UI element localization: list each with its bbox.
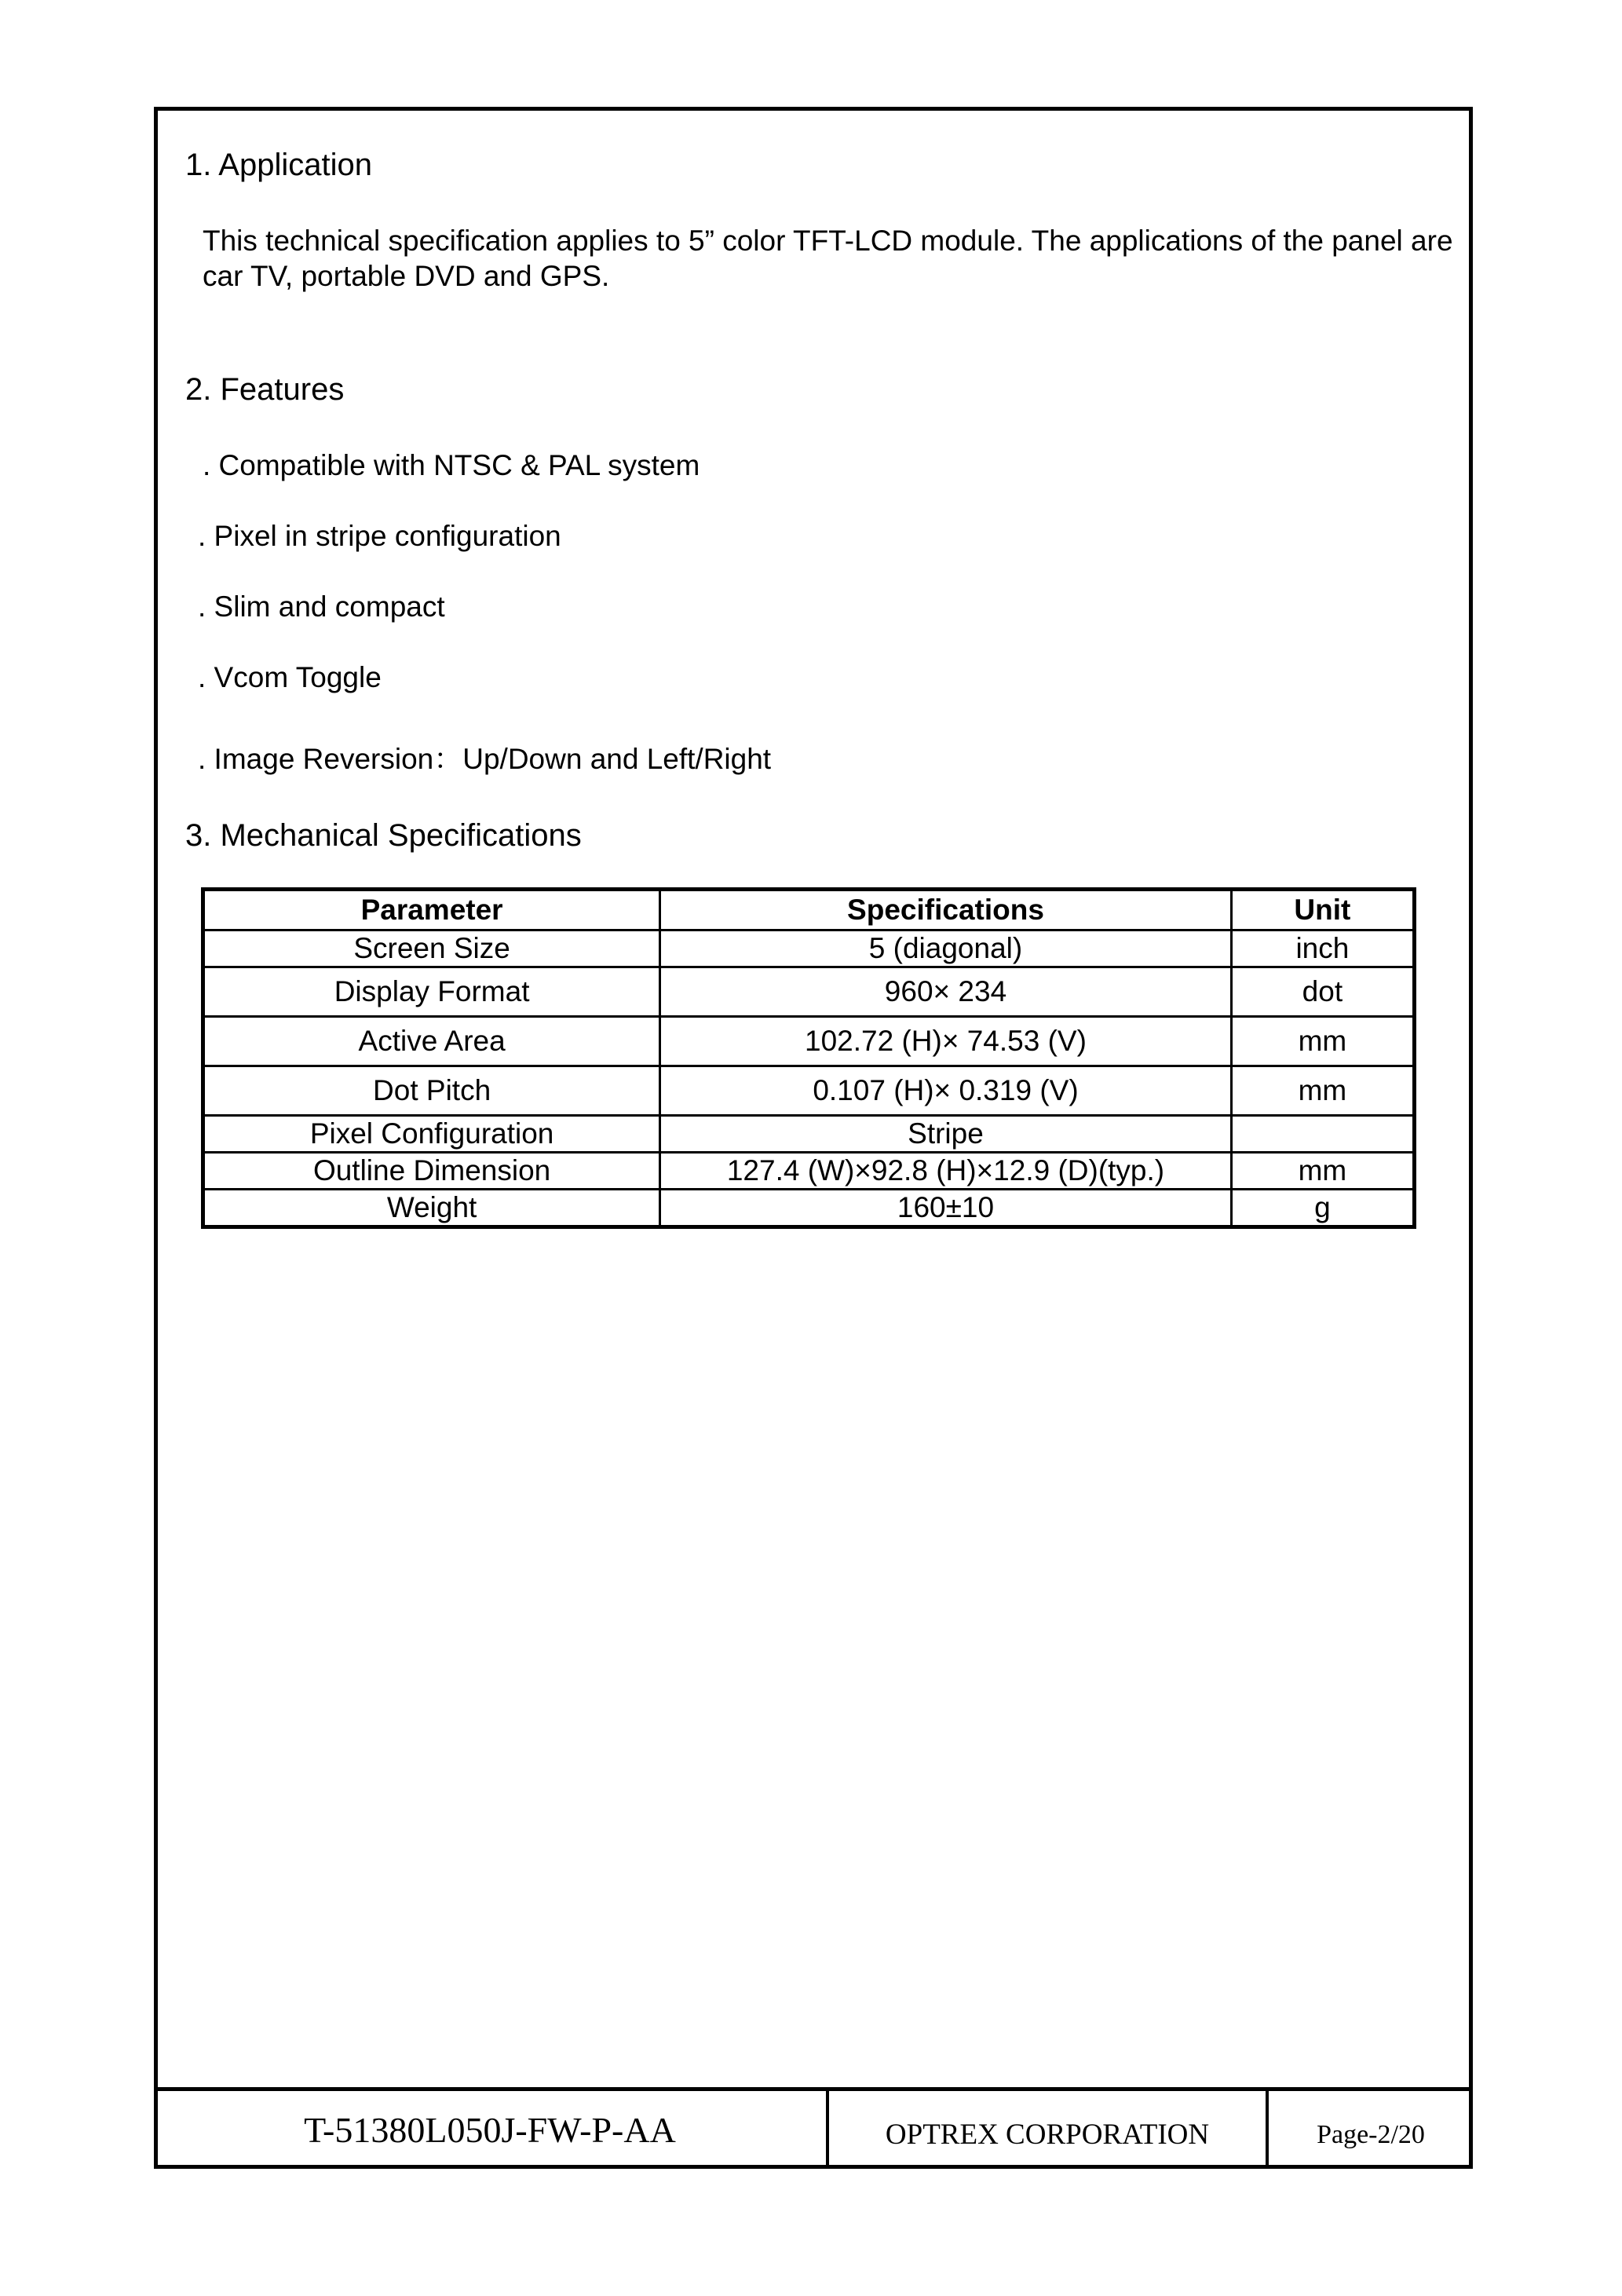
cell-specification: 960× 234 — [660, 967, 1232, 1017]
feature-item-ntsc-pal: . Compatible with NTSC & PAL system — [203, 449, 700, 481]
cell-parameter: Screen Size — [203, 930, 660, 967]
cell-parameter: Active Area — [203, 1017, 660, 1066]
table-row — [203, 930, 1415, 967]
feature-item-vcom: . Vcom Toggle — [198, 661, 382, 693]
cell-unit: mm — [1231, 1066, 1414, 1116]
column-header-unit: Unit — [1231, 890, 1414, 930]
page-footer — [154, 2087, 1473, 2169]
table-row — [203, 1066, 1415, 1116]
application-text: This technical specification applies to 5” color TFT-LCD module. The applications of the panel are car TV, portable DVD and GPS. — [203, 225, 1453, 292]
table-row — [203, 967, 1415, 1017]
cell-unit: inch — [1231, 930, 1414, 967]
table-row — [203, 1017, 1415, 1066]
table-header-row — [203, 890, 1415, 930]
footer-model-number: T-51380L050J-FW-P-AA — [154, 2091, 829, 2169]
feature-item-stripe: . Pixel in stripe configuration — [198, 520, 561, 552]
cell-parameter: Outline Dimension — [203, 1153, 660, 1190]
feature-item-image-reversion: . Image Reversion：Up/Down and Left/Right — [198, 743, 772, 775]
cell-unit: dot — [1231, 967, 1414, 1017]
cell-unit: mm — [1231, 1017, 1414, 1066]
heading-mechanical: 3. Mechanical Specifications — [185, 818, 582, 853]
heading-features: 2. Features — [185, 372, 345, 407]
cell-specification: 0.107 (H)× 0.319 (V) — [660, 1066, 1232, 1116]
footer-company-name: OPTREX CORPORATION — [829, 2091, 1269, 2169]
table-row — [203, 1190, 1415, 1227]
cell-parameter: Pixel Configuration — [203, 1116, 660, 1153]
column-header-parameter: Parameter — [203, 890, 660, 930]
table-row — [203, 1153, 1415, 1190]
footer-page-number: Page-2/20 — [1317, 2119, 1425, 2149]
heading-application: 1. Application — [185, 148, 372, 182]
feature-item-slim: . Slim and compact — [198, 590, 445, 623]
mechanical-spec-table — [201, 887, 1416, 1229]
cell-specification: 102.72 (H)× 74.53 (V) — [660, 1017, 1232, 1066]
table-row — [203, 1116, 1415, 1153]
cell-parameter: Weight — [203, 1190, 660, 1227]
cell-unit: g — [1231, 1190, 1414, 1227]
column-header-specifications: Specifications — [660, 890, 1232, 930]
cell-unit: mm — [1231, 1153, 1414, 1190]
cell-specification: 5 (diagonal) — [660, 930, 1232, 967]
cell-specification: Stripe — [660, 1116, 1232, 1153]
cell-specification: 127.4 (W)×92.8 (H)×12.9 (D)(typ.) — [660, 1153, 1232, 1190]
cell-parameter: Dot Pitch — [203, 1066, 660, 1116]
cell-specification: 160±10 — [660, 1190, 1232, 1227]
cell-unit — [1231, 1116, 1414, 1153]
cell-parameter: Display Format — [203, 967, 660, 1017]
